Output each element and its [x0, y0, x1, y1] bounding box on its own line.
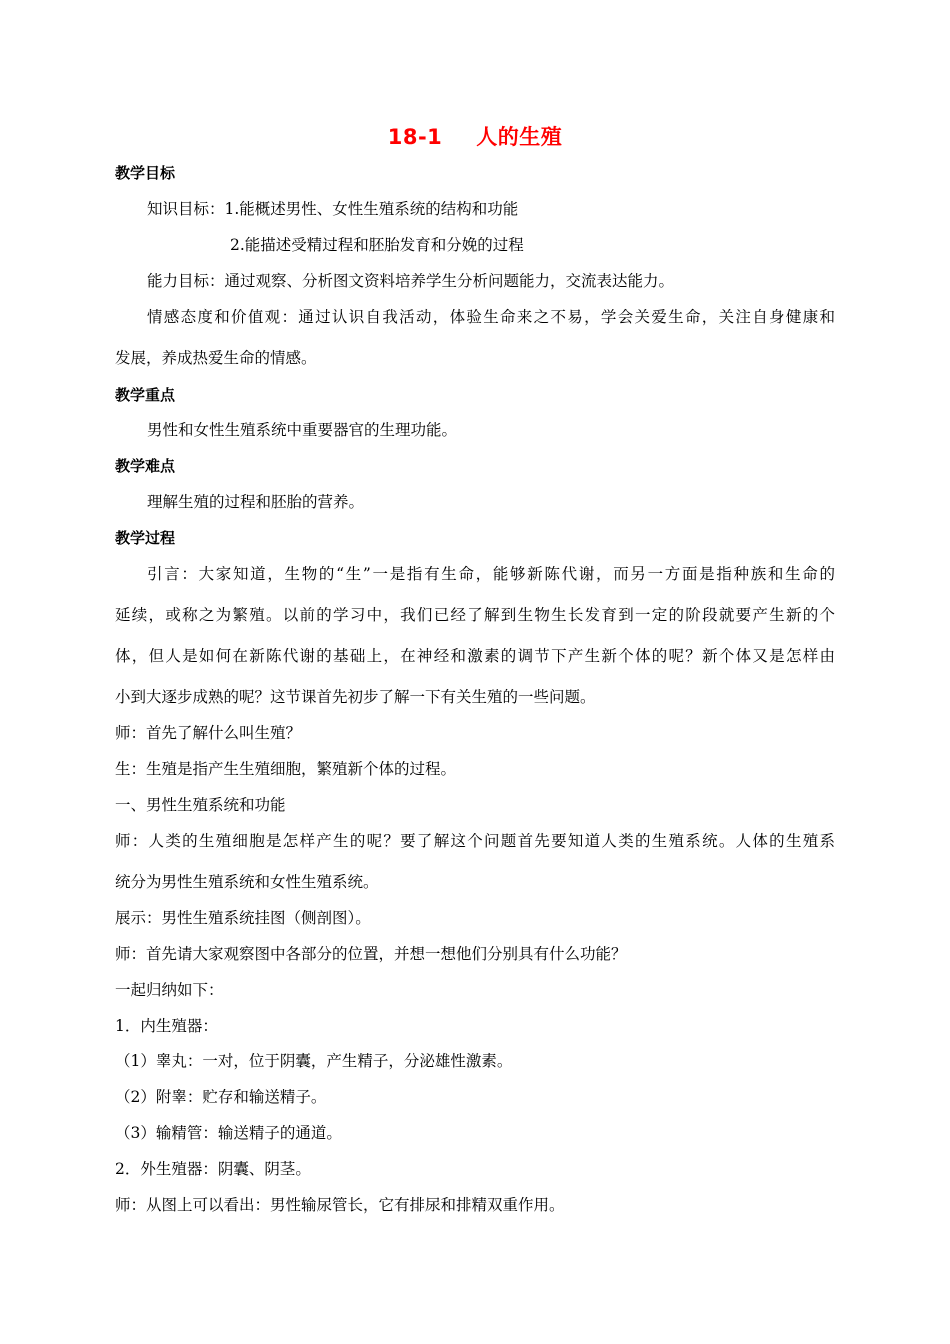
show-text: 展示：男性生殖系统挂图（侧剖图）。	[115, 909, 371, 927]
internal-organs-heading: 1．内生殖器：	[115, 1017, 218, 1035]
list-item-vas-deferens: （3）输精管：输送精子的通道。	[115, 1124, 342, 1142]
emotion-goal-line-1: 情感态度和价值观：通过认识自我活动，体验生命来之不易，学会关爱生命，关注自身健康和	[147, 308, 835, 326]
external-organs-heading: 2．外生殖器：阴囊、阴茎。	[115, 1160, 311, 1178]
title-number: 18-1	[387, 125, 443, 149]
teacher-question-2-line-2: 统分为男性生殖系统和女性生殖系统。	[115, 873, 379, 891]
page-title	[0, 121, 950, 151]
summary-intro: 一起归纳如下：	[115, 981, 224, 999]
teacher-question-4: 师：从图上可以看出：男性输尿管长，它有排尿和排精双重作用。	[115, 1196, 565, 1214]
intro-line-1: 引言：大家知道，生物的“生”一是指有生命，能够新陈代谢，而另一方面是指种族和生命的	[147, 565, 835, 583]
list-item-testis: （1）睾丸：一对，位于阴囊，产生精子，分泌雄性激素。	[115, 1052, 513, 1070]
intro-line-2: 延续，或称之为繁殖。以前的学习中，我们已经了解到生物生长发育到一定的阶段就要产生新的个	[115, 606, 835, 624]
process-heading: 教学过程	[115, 529, 176, 547]
title-text: 人的生殖	[476, 125, 563, 149]
intro-line-4: 小到大逐步成熟的呢？这节课首先初步了解一下有关生殖的一些问题。	[115, 688, 596, 706]
part-1-heading: 一、男性生殖系统和功能	[115, 796, 286, 814]
difficulty-heading: 教学难点	[115, 457, 176, 475]
list-item-epididymis: （2）附睾：贮存和输送精子。	[115, 1088, 327, 1106]
teacher-question-3: 师：首先请大家观察图中各部分的位置，并想一想他们分别具有什么功能？	[115, 945, 627, 963]
teacher-question-1: 师：首先了解什么叫生殖？	[115, 724, 302, 742]
teacher-question-2-line-1: 师：人类的生殖细胞是怎样产生的呢？要了解这个问题首先要知道人类的生殖系统。人体的生殖系	[115, 832, 835, 850]
key-points-text: 男性和女性生殖系统中重要器官的生理功能。	[147, 421, 458, 439]
emotion-goal-line-2: 发展，养成热爱生命的情感。	[115, 349, 317, 367]
difficulty-text: 理解生殖的过程和胚胎的营养。	[147, 493, 365, 511]
ability-goal: 能力目标：通过观察、分析图文资料培养学生分析问题能力，交流表达能力。	[147, 272, 675, 290]
intro-line-3: 体，但人是如何在新陈代谢的基础上，在神经和激素的调节下产生新个体的呢？新个体又是怎样由	[115, 647, 835, 665]
objectives-heading: 教学目标	[115, 164, 176, 182]
key-points-heading: 教学重点	[115, 386, 176, 404]
knowledge-goal-2: 2.能描述受精过程和胚胎发育和分娩的过程	[230, 236, 524, 254]
knowledge-goal-1: 知识目标：1.能概述男性、女性生殖系统的结构和功能	[147, 200, 519, 218]
student-answer-1: 生：生殖是指产生生殖细胞，繁殖新个体的过程。	[115, 760, 457, 778]
